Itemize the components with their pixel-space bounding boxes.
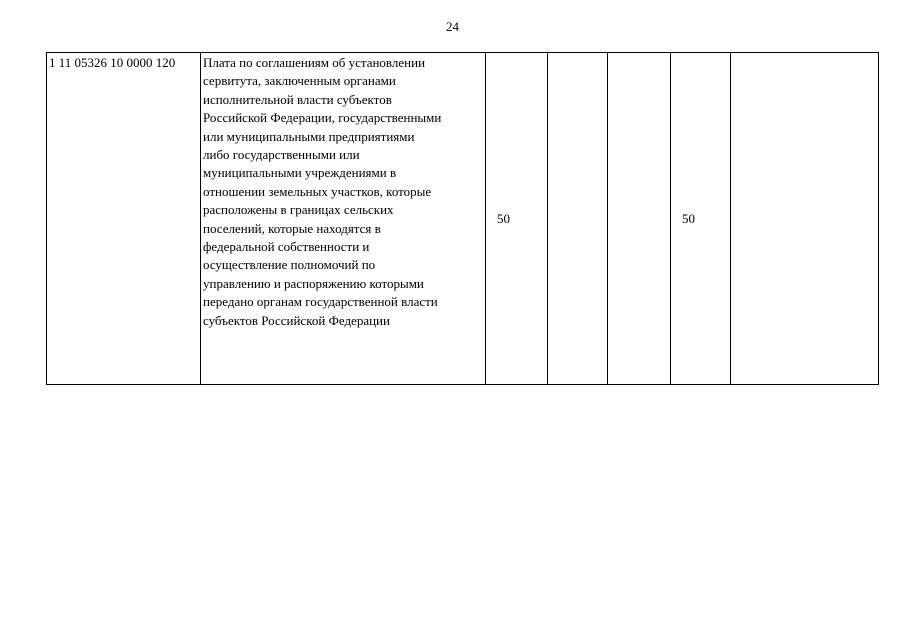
revenue-name-line: осуществление полномочий по [203, 257, 376, 273]
value-cell-1: 50 [486, 53, 548, 385]
revenue-name-cell [201, 53, 486, 385]
revenue-name-line: или муниципальными предприятиями [203, 128, 415, 144]
revenue-name-line: расположены в границах сельских [203, 202, 394, 218]
revenue-name-line: субъектов Российской Федерации [203, 312, 390, 328]
value-cell-2 [548, 53, 608, 385]
table-row [47, 53, 879, 385]
revenue-name-line: исполнительной власти субъектов [203, 91, 392, 107]
value-cell-5 [731, 53, 879, 385]
revenue-name-line: сервитута, заключенным органами [203, 73, 396, 89]
revenue-name-line: Российской Федерации, государственными [203, 110, 442, 126]
budget-code-cell: 1 11 05326 10 0000 120 [47, 53, 201, 385]
revenue-name-line: муниципальными учреждениями в [203, 165, 397, 181]
revenue-name-line: передано органам государственной власти [203, 294, 438, 310]
revenue-name-line: федеральной собственности и [203, 239, 370, 255]
revenue-name-line: управлению и распоряжению которыми [203, 275, 424, 291]
page-number: 24 [446, 19, 459, 34]
budget-table [46, 52, 879, 385]
revenue-name-line: поселений, которые находятся в [203, 220, 381, 236]
revenue-name-line: Плата по соглашениям об установлении [203, 55, 426, 70]
revenue-name-line: либо государственными или [203, 147, 360, 163]
revenue-name-line: отношении земельных участков, которые [203, 183, 432, 199]
value-cell-3 [608, 53, 671, 385]
value-cell-4: 50 [671, 53, 731, 385]
